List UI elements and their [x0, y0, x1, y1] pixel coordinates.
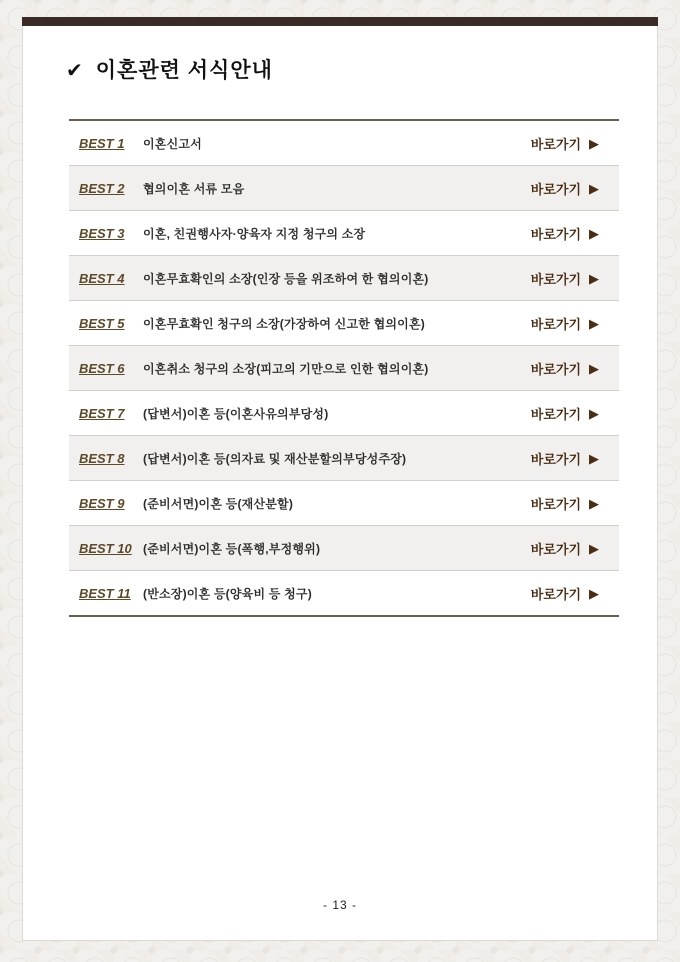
page-top-bar: [22, 17, 658, 26]
arrow-right-icon: ▶: [589, 135, 599, 151]
list-item: [69, 435, 619, 480]
go-link-label: 바로가기: [530, 361, 581, 377]
forms-list: [69, 119, 619, 617]
go-link-label: 바로가기: [530, 496, 581, 512]
form-title: 이혼신고서: [143, 136, 202, 151]
best-rank-link[interactable]: BEST 7: [79, 405, 125, 421]
go-link[interactable]: [531, 359, 599, 378]
page-number: - 13 -: [322, 898, 357, 912]
list-item: [69, 165, 619, 210]
go-link[interactable]: [531, 404, 599, 423]
go-link-label: 바로가기: [530, 586, 581, 602]
go-link-label: 바로가기: [530, 226, 581, 242]
go-link[interactable]: [531, 449, 599, 468]
go-link[interactable]: [531, 269, 599, 288]
page-title-text: 이혼관련 서식안내: [95, 59, 273, 82]
arrow-right-icon: ▶: [589, 315, 599, 331]
form-title: (준비서면)이혼 등(재산분할): [143, 496, 294, 511]
arrow-right-icon: ▶: [589, 360, 599, 376]
arrow-right-icon: ▶: [589, 405, 599, 421]
best-rank-link[interactable]: BEST 2: [79, 180, 125, 196]
form-title: 이혼무효확인 청구의 소장(가장하여 신고한 협의이혼): [143, 316, 425, 331]
form-title: (반소장)이혼 등(양육비 등 청구): [143, 586, 312, 601]
go-link-label: 바로가기: [530, 541, 581, 557]
go-link-label: 바로가기: [530, 181, 581, 197]
go-link[interactable]: [531, 539, 599, 558]
list-item: [69, 210, 619, 255]
list-item: [69, 255, 619, 300]
document-page: [22, 17, 658, 941]
go-link[interactable]: [531, 584, 599, 603]
go-link-label: 바로가기: [530, 271, 581, 287]
form-title: 이혼, 친권행사자·양육자 지정 청구의 소장: [143, 226, 366, 241]
list-item: [69, 525, 619, 570]
list-item: [69, 390, 619, 435]
list-item: [69, 345, 619, 390]
arrow-right-icon: ▶: [589, 450, 599, 466]
list-item: [69, 300, 619, 345]
arrow-right-icon: ▶: [589, 225, 599, 241]
list-item: [69, 121, 619, 165]
arrow-right-icon: ▶: [589, 585, 599, 601]
best-rank-link[interactable]: BEST 9: [79, 495, 125, 511]
arrow-right-icon: ▶: [589, 270, 599, 286]
go-link-label: 바로가기: [530, 406, 581, 422]
best-rank-link[interactable]: BEST 11: [79, 585, 131, 601]
form-title: 협의이혼 서류 모음: [143, 181, 245, 196]
go-link-label: 바로가기: [530, 136, 581, 152]
go-link[interactable]: [531, 224, 599, 243]
go-link-label: 바로가기: [530, 316, 581, 332]
check-icon: ✔: [66, 60, 84, 82]
go-link[interactable]: [531, 134, 599, 153]
list-item: [69, 570, 619, 615]
go-link[interactable]: [531, 494, 599, 513]
form-title: (답변서)이혼 등(의자료 및 재산분할의부당성주장): [143, 451, 407, 466]
best-rank-link[interactable]: BEST 1: [79, 135, 125, 151]
arrow-right-icon: ▶: [589, 180, 599, 196]
best-rank-link[interactable]: BEST 6: [79, 360, 125, 376]
form-title: 이혼무효확인의 소장(인장 등을 위조하여 한 협의이혼): [143, 271, 429, 286]
best-rank-link[interactable]: BEST 8: [79, 450, 125, 466]
form-title: 이혼취소 청구의 소장(피고의 기만으로 인한 협의이혼): [143, 361, 429, 376]
form-title: (준비서면)이혼 등(폭행,부정행위): [143, 541, 321, 556]
go-link[interactable]: [531, 314, 599, 333]
go-link[interactable]: [531, 179, 599, 198]
go-link-label: 바로가기: [530, 451, 581, 467]
best-rank-link[interactable]: BEST 3: [79, 225, 125, 241]
list-item: [69, 480, 619, 525]
arrow-right-icon: ▶: [589, 540, 599, 556]
form-title: (답변서)이혼 등(이혼사유의부당성): [143, 406, 329, 421]
best-rank-link[interactable]: BEST 10: [79, 540, 132, 556]
arrow-right-icon: ▶: [589, 495, 599, 511]
best-rank-link[interactable]: BEST 4: [79, 270, 125, 286]
best-rank-link[interactable]: BEST 5: [79, 315, 125, 331]
page-title: [66, 57, 657, 85]
